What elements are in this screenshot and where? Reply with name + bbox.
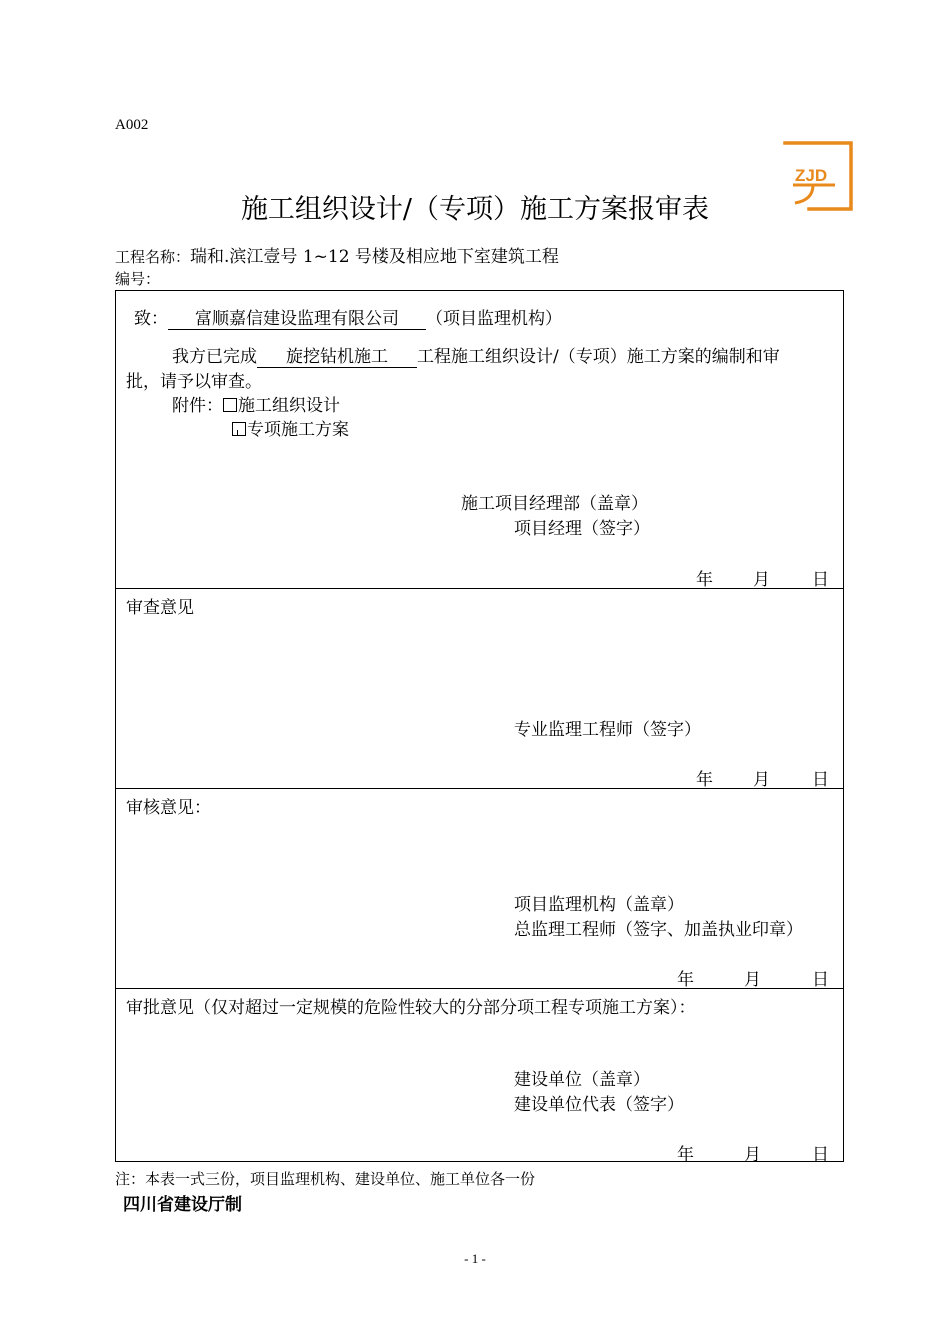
form-number-label: 编号： [115,270,161,288]
project-name-label: 工程名称： [115,248,191,266]
signature-engineer: 专业监理工程师（签字） [514,720,701,740]
attachment-label: 附件： [172,396,223,416]
page-number: - 1 - [464,1251,486,1266]
date-year: 年 [696,570,713,590]
construction-item-field[interactable]: 旋挖钻机施工 [257,348,417,368]
divider [116,788,843,789]
date-year: 年 [677,970,694,990]
addressee-suffix: （项目监理机构） [426,309,562,329]
attachment-item-label: 施工组织设计 [238,396,340,416]
statement-line2: 批，请予以审查。 [126,372,262,392]
addressee-row [134,304,562,330]
form-number-row [115,268,160,289]
signature-owner-seal: 建设单位（盖章） [514,1070,650,1090]
statement-suffix: 工程施工组织设计/（专项）施工方案的编制和审 [417,347,780,367]
date-month: 月 [753,570,770,590]
date-day: 日 [812,1145,829,1165]
signature-supervisor-seal: 项目监理机构（盖章） [514,895,684,915]
checkbox-construction-design[interactable] [223,398,237,412]
approval-opinion-heading: 审批意见（仅对超过一定规模的危险性较大的分部分项工程专项施工方案）： [126,998,696,1018]
date-day: 日 [812,770,829,790]
divider [116,588,843,589]
signature-dept-seal: 施工项目经理部（盖章） [461,494,648,514]
issuer-label: 四川省建设厅制 [123,1195,242,1215]
project-name-row [115,242,559,267]
checkbox-special-plan[interactable] [232,422,246,436]
signature-pm: 项目经理（签字） [514,519,650,539]
review-opinion-heading: 审查意见 [126,598,194,618]
divider [116,988,843,989]
date-month: 月 [744,970,761,990]
attachment-row-1 [172,391,340,416]
signature-chief-engineer: 总监理工程师（签字、加盖执业印章） [514,920,803,940]
audit-opinion-heading: 审核意见： [126,798,211,818]
page-title: 施工组织设计/（专项）施工方案报审表 [240,194,710,225]
date-month: 月 [753,770,770,790]
form-code: A002 [115,117,149,133]
attachment-item-label: 专项施工方案 [247,420,349,440]
addressee-label: 致： [134,309,168,329]
footnote: 注：本表一式三份，项目监理机构、建设单位、施工单位各一份 [115,1170,536,1188]
supervisor-company-field[interactable]: 富顺嘉信建设监理有限公司 [168,310,426,330]
statement-line1 [172,342,780,368]
date-year: 年 [696,770,713,790]
date-day: 日 [812,970,829,990]
date-day: 日 [812,570,829,590]
approval-table [115,290,844,1165]
date-month: 月 [744,1145,761,1165]
attachment-row-2 [232,415,349,440]
date-year: 年 [677,1145,694,1165]
signature-owner-rep: 建设单位代表（签字） [514,1095,684,1115]
svg-text:ZJD: ZJD [795,166,828,185]
project-name-value: 瑞和.滨江壹号 1~12 号楼及相应地下室建筑工程 [190,247,559,267]
statement-prefix: 我方已完成 [172,347,257,367]
